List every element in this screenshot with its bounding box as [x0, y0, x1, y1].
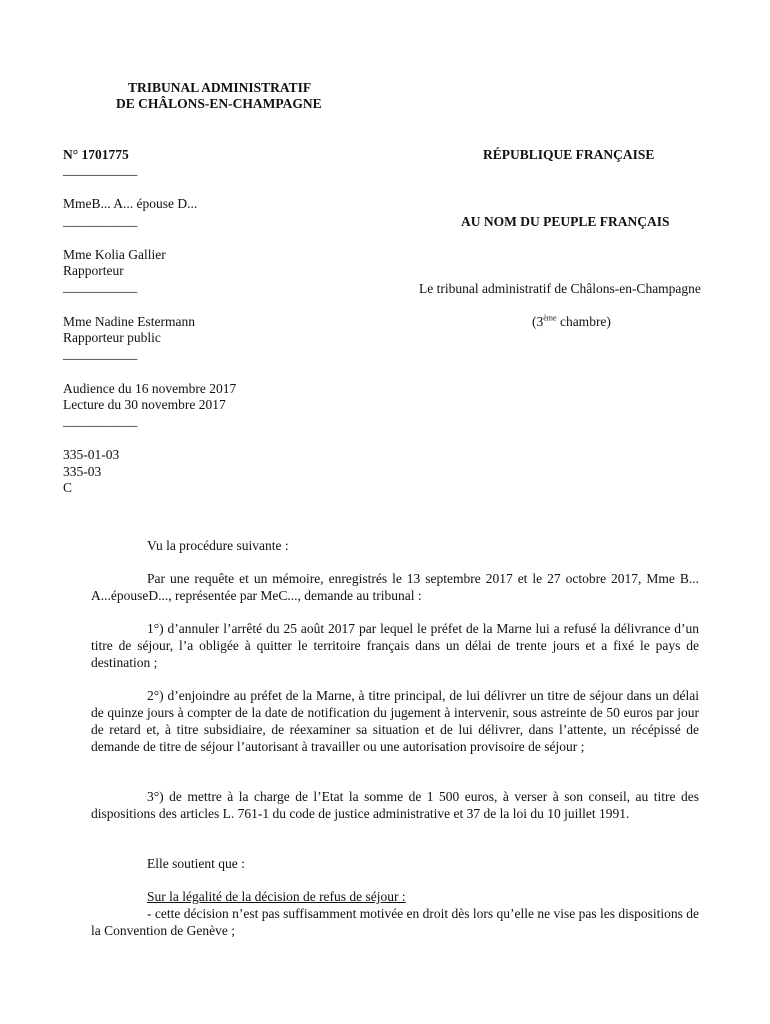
paragraph-request: Par une requête et un mémoire, enregistrés le 13 septembre 2017 et le 27 octobre 2017, Mme B... A...épouseD..., représentée par MeC..., demande au tribunal :: [91, 571, 699, 603]
separator: ___________: [63, 413, 138, 428]
paragraph-conclusion-2: 2°) d’enjoindre au préfet de la Marne, à titre principal, de lui délivrer un titre de séjour dans un délai de quinze jours à compter de la date de notification du jugement à intervenir, sous astreinte de 50 euros par jour de retard et, à titre subsidiaire, de réexaminer sa situation et de lui délivrer, dans l’attente, un récépissé de demande de titre de séjour l’autorisant à travailler ou une autorisation provisoire de séjour ;: [91, 688, 699, 754]
court-name-line2: DE CHÂLONS-EN-CHAMPAGNE: [116, 96, 322, 111]
tribunal-line: Le tribunal administratif de Châlons-en-Champagne: [419, 281, 701, 296]
separator: ___________: [63, 162, 138, 177]
reading-date: Lecture du 30 novembre 2017: [63, 397, 226, 412]
separator: ___________: [63, 279, 138, 294]
separator: ___________: [63, 346, 138, 361]
separator: ___________: [63, 213, 138, 228]
paragraph-arguments-intro: Elle soutient que :: [147, 856, 245, 871]
court-name-line1: TRIBUNAL ADMINISTRATIF: [128, 80, 312, 95]
paragraph-argument-1: - cette décision n’est pas suffisamment motivée en droit dès lors qu’elle ne vise pas les dispositions de la Convention de Genève ;: [91, 906, 700, 938]
public-rapporteur-name: Mme Nadine Estermann: [63, 314, 195, 329]
party-name: MmeB... A... épouse D...: [63, 196, 198, 211]
people-heading: AU NOM DU PEUPLE FRANÇAIS: [461, 214, 670, 229]
hearing-date: Audience du 16 novembre 2017: [63, 381, 237, 396]
rapporteur-name: Mme Kolia Gallier: [63, 247, 166, 262]
classification-code: 335-03: [63, 464, 102, 479]
rapporteur-role: Rapporteur: [63, 263, 124, 278]
section-heading: Sur la légalité de la décision de refus de séjour :: [147, 889, 406, 904]
case-number: N° 1701775: [63, 147, 129, 162]
paragraph-procedure: Vu la procédure suivante :: [147, 538, 289, 553]
public-rapporteur-role: Rapporteur public: [63, 330, 161, 345]
classification-code: 335-01-03: [63, 447, 120, 462]
chamber-line: (3ème chambre): [532, 313, 611, 329]
republic-heading: RÉPUBLIQUE FRANÇAISE: [483, 147, 655, 162]
paragraph-conclusion-1: 1°) d’annuler l’arrêté du 25 août 2017 par lequel le préfet de la Marne lui a refusé la délivrance d’un titre de séjour, l’a obligée à quitter le territoire français dans un délai de trente jours et a fixé le pays de destination ;: [91, 621, 699, 670]
paragraph-conclusion-3: 3°) de mettre à la charge de l’Etat la somme de 1 500 euros, à verser à son conseil, au titre des dispositions des articles L. 761-1 du code de justice administrative et 37 de la loi du 10 juillet 1991.: [91, 789, 699, 821]
publication-code: C: [63, 480, 73, 495]
